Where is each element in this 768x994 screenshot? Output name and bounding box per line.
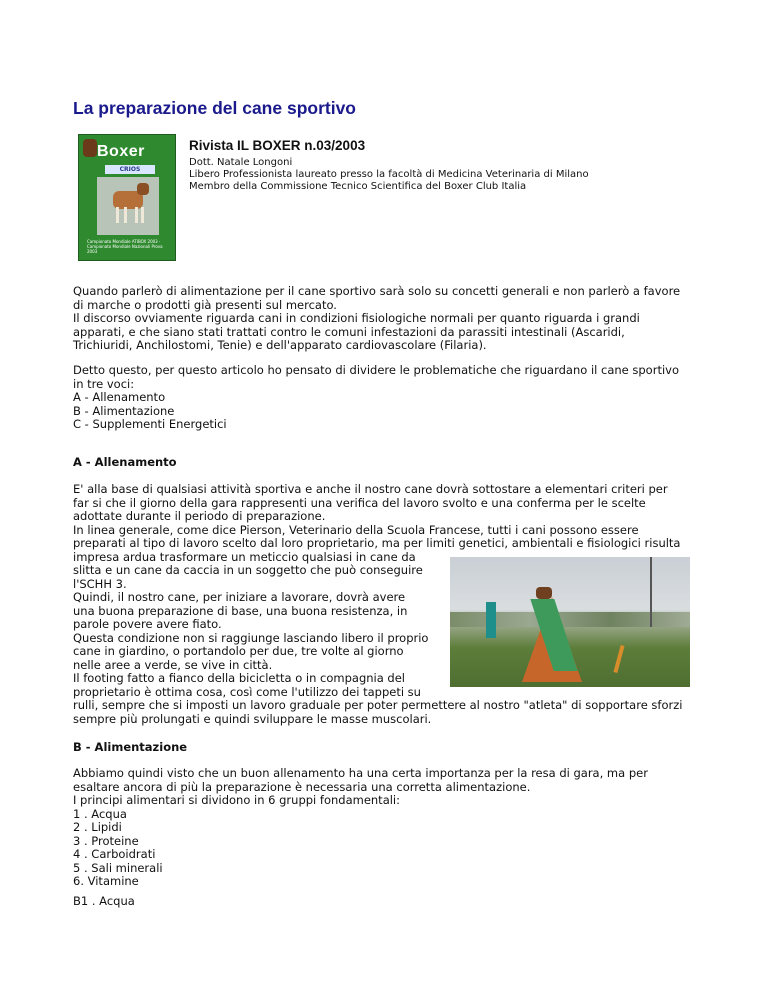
magazine-cover-image <box>78 134 176 261</box>
text-line: Il footing fatto a fianco della bicicletta o in compagnia del <box>73 671 406 685</box>
text-line: Quando parlerò di alimentazione per il cane sportivo sarà solo su concetti generali e non parlerò a favore <box>73 284 681 298</box>
text-line: impresa ardua trasformare un meticcio qualsiasi in cane da <box>73 549 416 564</box>
text-line: cane in giardino, o portandolo per due, tre volte al giorno <box>73 644 404 658</box>
author-name: Dott. Natale Longoni <box>189 157 293 168</box>
text-line: I principi alimentari si dividono in 6 gruppi fondamentali: <box>73 793 401 807</box>
text-line: preparati al tipo di lavoro scelto dal loro proprietario, ma per limiti genetici, ambientali e fisiologici risulta <box>73 536 681 550</box>
dog-shape <box>536 587 552 599</box>
list-item: A - Allenamento <box>73 390 166 404</box>
cover-subtitle: CRIOS <box>105 165 155 174</box>
text-line: nelle aree a verde, se vive in città. <box>73 657 273 672</box>
subsection-b1-heading: B1 . Acqua <box>73 894 135 908</box>
dog-leg-shape <box>116 207 119 223</box>
text-line: apparati, e che siano stati trattati contro le comuni infestazioni da parassiti intestinali (Ascaridi, <box>73 324 625 339</box>
magazine-reference: Rivista IL BOXER n.03/2003 <box>189 138 366 153</box>
text-line: parole povere avere fiato. <box>73 617 222 631</box>
power-pole-shape <box>650 557 652 627</box>
text-line: in tre voci: <box>73 376 135 391</box>
list-item: 3 . Proteine <box>73 833 139 848</box>
text-line: Quindi, il nostro cane, per iniziare a lavorare, dovrà avere <box>73 590 406 604</box>
boxer-logo-icon <box>83 139 97 157</box>
dog-leg-shape <box>135 207 138 223</box>
list-item: 5 . Sali minerali <box>73 860 163 875</box>
agility-post-shape <box>486 602 496 638</box>
page-title: La preparazione del cane sportivo <box>73 98 356 118</box>
dog-leg-shape <box>141 207 144 223</box>
intro-paragraph <box>73 285 697 353</box>
list-item: 4 . Carboidrati <box>73 847 156 861</box>
outline-paragraph <box>73 364 697 432</box>
weave-pole-shape <box>613 645 624 673</box>
text-line: Abbiamo quindi visto che un buon allenamento ha una certa importanza per la resa di gara, ma per <box>73 766 648 780</box>
text-line: Detto questo, per questo articolo ho pensato di dividere le problematiche che riguardano il cane sportivo <box>73 363 679 377</box>
text-line: Questa condizione non si raggiunge lasciando libero il proprio <box>73 630 429 645</box>
section-a-heading: A - Allenamento <box>73 455 177 469</box>
text-line: di marche o prodotti già presenti sul mercato. <box>73 297 337 312</box>
author-membership: Membro della Commissione Tecnico Scientifica del Boxer Club Italia <box>189 181 527 192</box>
text-line: far si che il giorno della gara rappresenti una verifica del lavoro svolto e una conferma per le scelte <box>73 495 646 510</box>
text-line: Il discorso ovviamente riguarda cani in condizioni fisiologiche normali per quanto riguarda i grandi <box>73 311 640 325</box>
text-line: Trichiuridi, Anchilostomi, Tenie) e dell'apparato cardiovascolare (Filaria). <box>73 338 487 352</box>
agility-photo <box>450 557 690 687</box>
text-line: esaltare ancora di più la preparazione è necessaria una corretta alimentazione. <box>73 779 531 794</box>
list-item: 2 . Lipidi <box>73 820 122 834</box>
dog-head-shape <box>137 183 149 195</box>
text-line: In linea generale, come dice Pierson, Veterinario della Scuola Francese, tutti i cani possono essere <box>73 522 639 537</box>
text-line: E' alla base di qualsiasi attività sportiva e anche il nostro cane dovrà sottostare a elementari criteri per <box>73 482 668 496</box>
author-credential: Libero Professionista laureato presso la facoltà di Medicina Veterinaria di Milano <box>189 169 589 180</box>
text-line: sempre più prolungati e quindi sviluppare le masse muscolari. <box>73 711 432 726</box>
text-line: una buona preparazione di base, una buona resistenza, in <box>73 603 408 618</box>
text-line: rulli, sempre che si imposti un lavoro graduale per poter permettere al nostro "atleta" di sopportare sforzi <box>73 698 683 712</box>
list-item: 6. Vitamine <box>73 874 139 888</box>
list-item: C - Supplementi Energetici <box>73 417 227 431</box>
list-item: B - Alimentazione <box>73 403 175 418</box>
text-line: l'SCHH 3. <box>73 576 127 591</box>
cover-logo: Boxer <box>97 143 145 160</box>
text-line: slitta e un cane da caccia in un soggetto che può conseguire <box>73 563 423 577</box>
article-header <box>189 138 589 193</box>
cover-bottom-text: Campionato Mondiale ATIBOX 2003 · Campionato Mondiale Nazionali Prova 2003 <box>87 239 163 254</box>
list-item: 1 . Acqua <box>73 806 127 821</box>
dog-leg-shape <box>124 207 127 223</box>
text-line: proprietario è ottima cosa, così come l'utilizzo dei tappeti su <box>73 684 421 699</box>
section-b-text <box>73 767 697 889</box>
section-b-heading: B - Alimentazione <box>73 740 188 754</box>
text-line: adottate durante il periodo di preparazione. <box>73 509 326 523</box>
